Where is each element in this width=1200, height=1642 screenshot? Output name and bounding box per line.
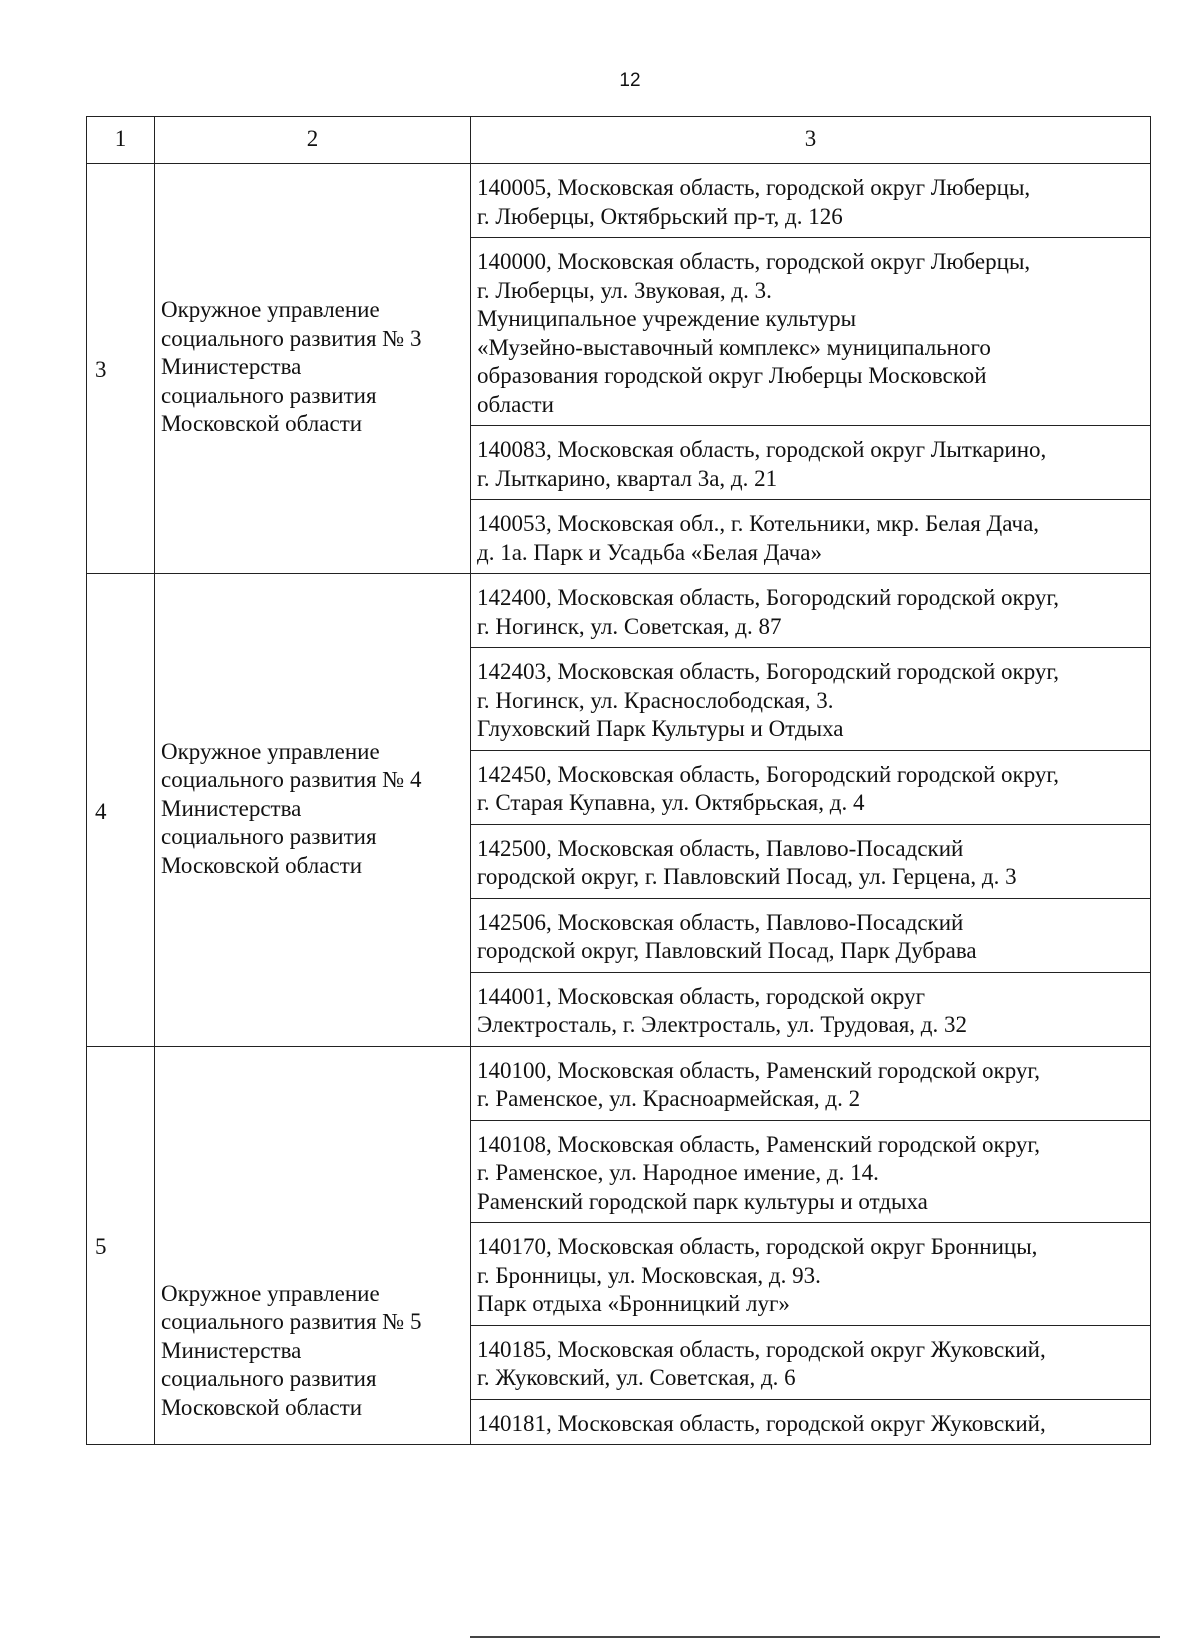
address-line: 140005, Московская область, городской округ Люберцы, — [477, 175, 1031, 200]
address-line: Парк отдыха «Бронницкий луг» — [477, 1291, 790, 1316]
organization-line: Московской области — [161, 411, 363, 437]
address-line: городской округ, Павловский Посад, Парк Дубрава — [477, 938, 977, 963]
address-line: 142500, Московская область, Павлово-Посадский — [477, 835, 964, 861]
address-line: 144001, Московская область, городской округ — [477, 983, 926, 1009]
locations-table — [86, 116, 1151, 1445]
organization-line: Министерства — [161, 354, 302, 380]
address-cell — [471, 648, 1151, 751]
address-line: 140083, Московская область, городской округ Лыткарино, — [477, 437, 1047, 462]
header-col-3: 3 — [471, 117, 1151, 164]
address-line: 140170, Московская область, городской округ Бронницы, — [477, 1234, 1038, 1259]
row-number: 3 — [87, 164, 155, 574]
address-line: Электросталь, г. Электросталь, ул. Трудовая, д. 32 — [477, 1012, 967, 1037]
organization-line: Министерства — [161, 795, 302, 821]
row-number: 4 — [87, 574, 155, 1047]
address-line: 140053, Московская обл., г. Котельники, мкр. Белая Дача, — [477, 511, 1040, 536]
organization-line: Окружное управление — [161, 738, 380, 764]
address-line: г. Лыткарино, квартал 3а, д. 21 — [477, 465, 778, 491]
address-cell — [471, 1399, 1151, 1445]
address-line: г. Люберцы, ул. Звуковая, д. 3. — [477, 277, 772, 303]
address-line: Глуховский Парк Культуры и Отдыха — [477, 716, 844, 741]
address-cell — [471, 1223, 1151, 1326]
address-line: городской округ, г. Павловский Посад, ул. Герцена, д. 3 — [477, 864, 1017, 889]
address-line: Раменский городской парк культуры и отдыха — [477, 1188, 928, 1214]
address-cell — [471, 574, 1151, 648]
address-line: г. Старая Купавна, ул. Октябрьская, д. 4 — [477, 790, 865, 815]
address-line: г. Ногинск, ул. Советская, д. 87 — [477, 613, 782, 639]
table-row — [87, 164, 1151, 238]
header-col-2: 2 — [155, 117, 471, 164]
address-cell — [471, 1120, 1151, 1223]
address-cell — [471, 164, 1151, 238]
address-line: 140181, Московская область, городской округ Жуковский, — [477, 1410, 1046, 1436]
header-col-1: 1 — [87, 117, 155, 164]
address-cell — [471, 898, 1151, 972]
address-line: «Музейно-выставочный комплекс» муниципального — [477, 334, 991, 360]
organization-line: Окружное управление — [161, 297, 380, 323]
organization-line: Московской области — [161, 852, 363, 878]
organization-line: социального развития — [161, 1366, 377, 1391]
table-header-row — [87, 117, 1151, 164]
address-line: 140185, Московская область, городской округ Жуковский, — [477, 1336, 1046, 1362]
address-line: 142403, Московская область, Богородский городской округ, — [477, 659, 1060, 684]
address-line: г. Жуковский, ул. Советская, д. 6 — [477, 1365, 796, 1390]
address-line: Муниципальное учреждение культуры — [477, 306, 857, 331]
address-line: д. 1а. Парк и Усадьба «Белая Дача» — [477, 539, 822, 565]
address-line: г. Ногинск, ул. Краснослободская, 3. — [477, 687, 834, 713]
organization-line: Окружное управление — [161, 1280, 380, 1306]
address-cell — [471, 1325, 1151, 1399]
table-body — [87, 117, 1151, 1445]
address-cell — [471, 238, 1151, 426]
table-row — [87, 1046, 1151, 1120]
organization-cell — [155, 574, 471, 1047]
address-cell — [471, 1046, 1151, 1120]
address-line: области — [477, 391, 554, 417]
organization-cell — [155, 1046, 471, 1445]
address-line: 140108, Московская область, Раменский городской округ, — [477, 1131, 1040, 1157]
organization-line: социального развития № 5 — [161, 1309, 422, 1334]
organization-line: социального развития — [161, 824, 377, 849]
address-line: образования городской округ Люберцы Московской — [477, 363, 987, 388]
address-cell — [471, 500, 1151, 574]
address-line: г. Раменское, ул. Красноармейская, д. 2 — [477, 1086, 861, 1111]
address-cell — [471, 750, 1151, 824]
organization-line: социального развития № 4 — [161, 767, 422, 792]
address-cell — [471, 824, 1151, 898]
address-line: 142506, Московская область, Павлово-Посадский — [477, 909, 964, 935]
address-line: 140000, Московская область, городской округ Люберцы, — [477, 249, 1031, 274]
organization-line: Министерства — [161, 1337, 302, 1363]
organization-cell — [155, 164, 471, 574]
page-number: 12 — [619, 70, 641, 91]
organization-line: социального развития — [161, 382, 377, 408]
address-line: г. Бронницы, ул. Московская, д. 93. — [477, 1262, 821, 1288]
address-line: 142450, Московская область, Богородский городской округ, — [477, 761, 1060, 787]
address-line: г. Раменское, ул. Народное имение, д. 14. — [477, 1160, 879, 1185]
address-cell — [471, 426, 1151, 500]
address-cell — [471, 972, 1151, 1046]
organization-line: Московской области — [161, 1394, 363, 1420]
row-number: 5 — [87, 1046, 155, 1445]
scan-edge-line — [470, 1636, 1160, 1638]
address-line: 142400, Московская область, Богородский городской округ, — [477, 585, 1060, 610]
table-row — [87, 574, 1151, 648]
address-line: г. Люберцы, Октябрьский пр-т, д. 126 — [477, 203, 843, 229]
organization-line: социального развития № 3 — [161, 325, 422, 351]
address-line: 140100, Московская область, Раменский городской округ, — [477, 1057, 1040, 1083]
